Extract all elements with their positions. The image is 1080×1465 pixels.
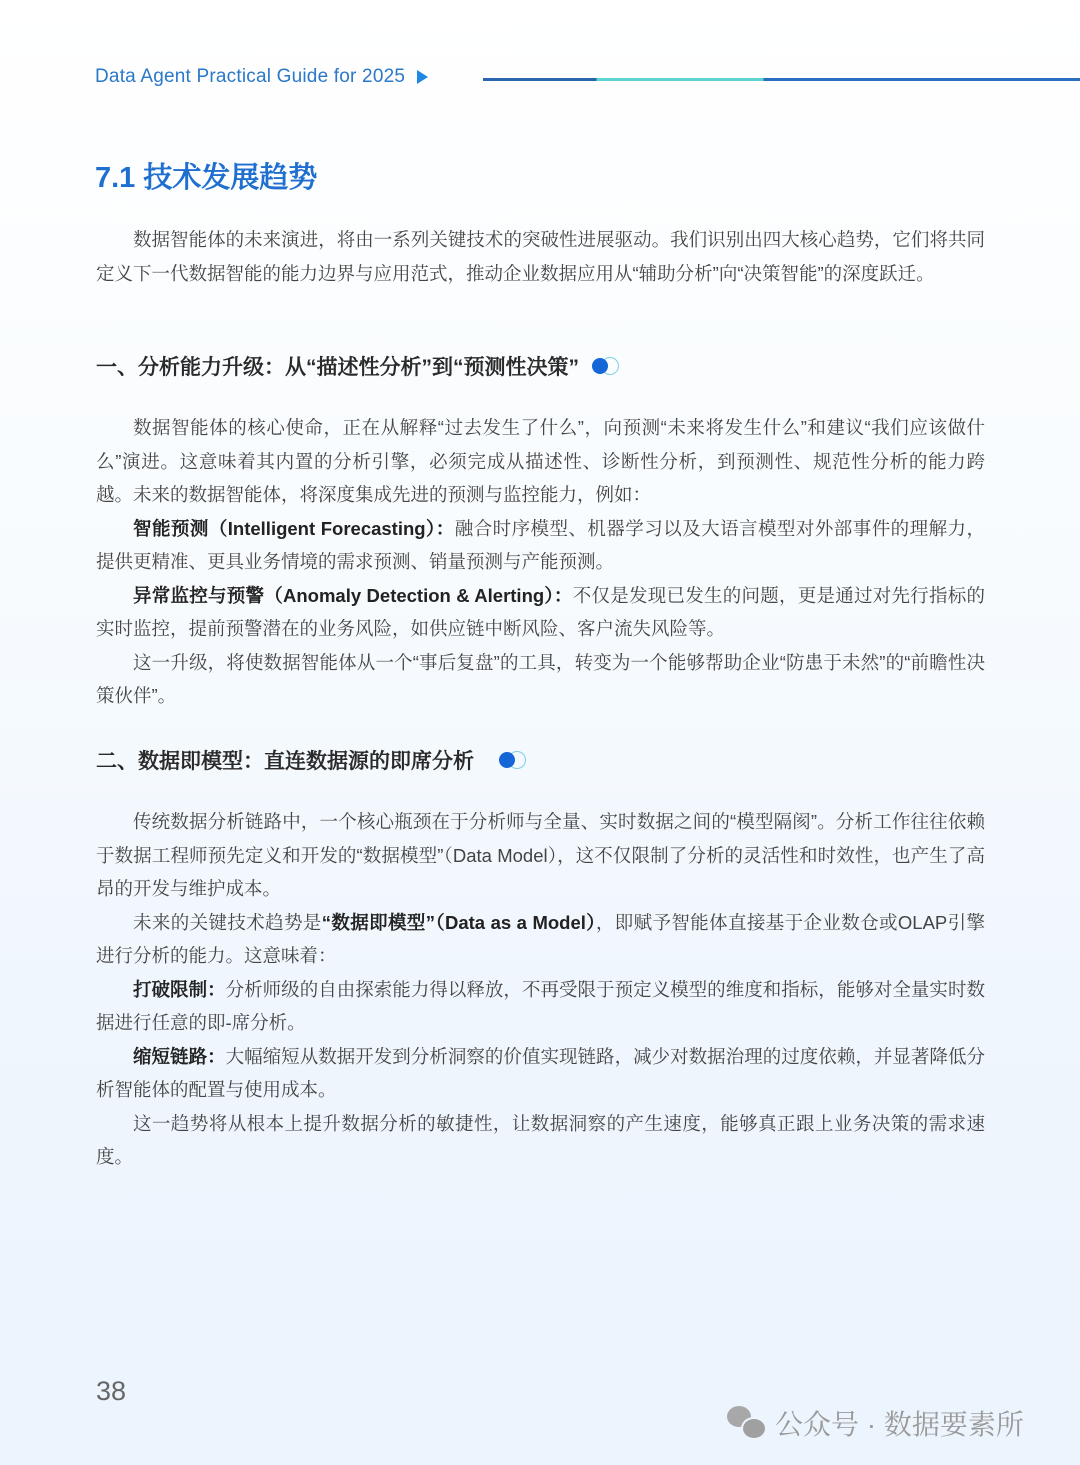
watermark-text: 公众号 · 数据要素所 (775, 1409, 1024, 1440)
header-divider (483, 78, 1080, 81)
trend2-item-break-limits (96, 973, 985, 1040)
trend2-item-shorten-chain (96, 1040, 985, 1107)
item-text: 大幅缩短从数据开发到分析洞察的价值实现链路，减少对数据治理的过度依赖，并显著降低分析智能体的配置与使用成本。 (96, 1045, 985, 1100)
intro-section (96, 223, 985, 290)
trend1-item-anomaly (96, 579, 985, 646)
section-title: 7.1 技术发展趋势 (95, 162, 318, 194)
item-lead: 智能预测（Intelligent Forecasting）： (133, 517, 455, 539)
item-text: 分析师级的自由探索能力得以释放，不再受限于预定义模型的维度和指标，能够对全量实时数据进行任意的即-席分析。 (96, 978, 985, 1033)
item-lead: 打破限制： (133, 978, 226, 1000)
toggle-bullet-icon (591, 357, 621, 375)
trend2-paragraph-1: 传统数据分析链路中，一个核心瓶颈在于分析师与全量、实时数据之间的“模型隔阂”。分析工作往往依赖于数据工程师预先定义和开发的“数据模型”（Data Model），这不仅限制了分析的灵活性和时效性，也产生了高昂的开发与维护成本。 (96, 811, 985, 899)
trend1-item-forecasting (96, 512, 985, 579)
trend1-section (96, 411, 985, 713)
trend2-heading-text: 二、数据即模型：直连数据源的即席分析 (96, 750, 474, 773)
intro-paragraph: 数据智能体的未来演进，将由一系列关键技术的突破性进展驱动。我们识别出四大核心趋势，它们将共同定义下一代数据智能的能力边界与应用范式，推动企业数据应用从“辅助分析”向“决策智能”的深度跃迁。 (96, 229, 985, 284)
trend1-heading-text: 一、分析能力升级：从“描述性分析”到“预测性决策” (96, 356, 579, 379)
trend2-heading-wrap (96, 745, 985, 775)
page-number: 38 (96, 1376, 127, 1406)
play-arrow-icon (417, 70, 428, 84)
item-lead: 异常监控与预警（Anomaly Detection & Alerting）： (133, 584, 573, 606)
watermark (727, 1403, 1024, 1443)
trend1-heading (96, 351, 985, 381)
trend2-conclusion: 这一趋势将从根本上提升数据分析的敏捷性，让数据洞察的产生速度，能够真正跟上业务决策的需求速度。 (96, 1112, 985, 1167)
text: ，即赋予智能体直接基于企业数仓或OLAP引擎进行分析的能力。这意味着： (96, 911, 985, 966)
running-title: Data Agent Practical Guide for 2025 (95, 66, 406, 87)
item-text: 融合时序模型、机器学习以及大语言模型对外部事件的理解力，提供更精准、更具业务情境的需求预测、销量预测与产能预测。 (96, 517, 985, 572)
wechat-icon (727, 1406, 767, 1440)
trend1-paragraph: 数据智能体的核心使命，正在从解释“过去发生了什么”，向预测“未来将发生什么”和建议“我们应该做什么”演进。这意味着其内置的分析引擎，必须完成从描述性、诊断性分析，到预测性、规范性分析的能力跨越。未来的数据智能体，将深度集成先进的预测与监控能力，例如： (96, 417, 985, 505)
item-text: 不仅是发现已发生的问题，更是通过对先行指标的实时监控，提前预警潜在的业务风险，如供应链中断风险、客户流失风险等。 (96, 584, 985, 639)
trend2-paragraph-2 (96, 906, 985, 973)
trend2-heading (96, 745, 985, 775)
text: 未来的关键技术趋势是 (133, 911, 322, 933)
item-lead: 缩短链路： (133, 1045, 226, 1067)
trend1-heading-wrap (96, 351, 985, 381)
trend1-conclusion: 这一升级，将使数据智能体从一个“事后复盘”的工具，转变为一个能够帮助企业“防患于未然”的“前瞻性决策伙伴”。 (96, 651, 985, 706)
key-term: “数据即模型”（Data as a Model） (321, 911, 596, 933)
running-header (95, 66, 428, 88)
trend2-section (96, 805, 985, 1174)
toggle-bullet-icon (498, 751, 528, 769)
